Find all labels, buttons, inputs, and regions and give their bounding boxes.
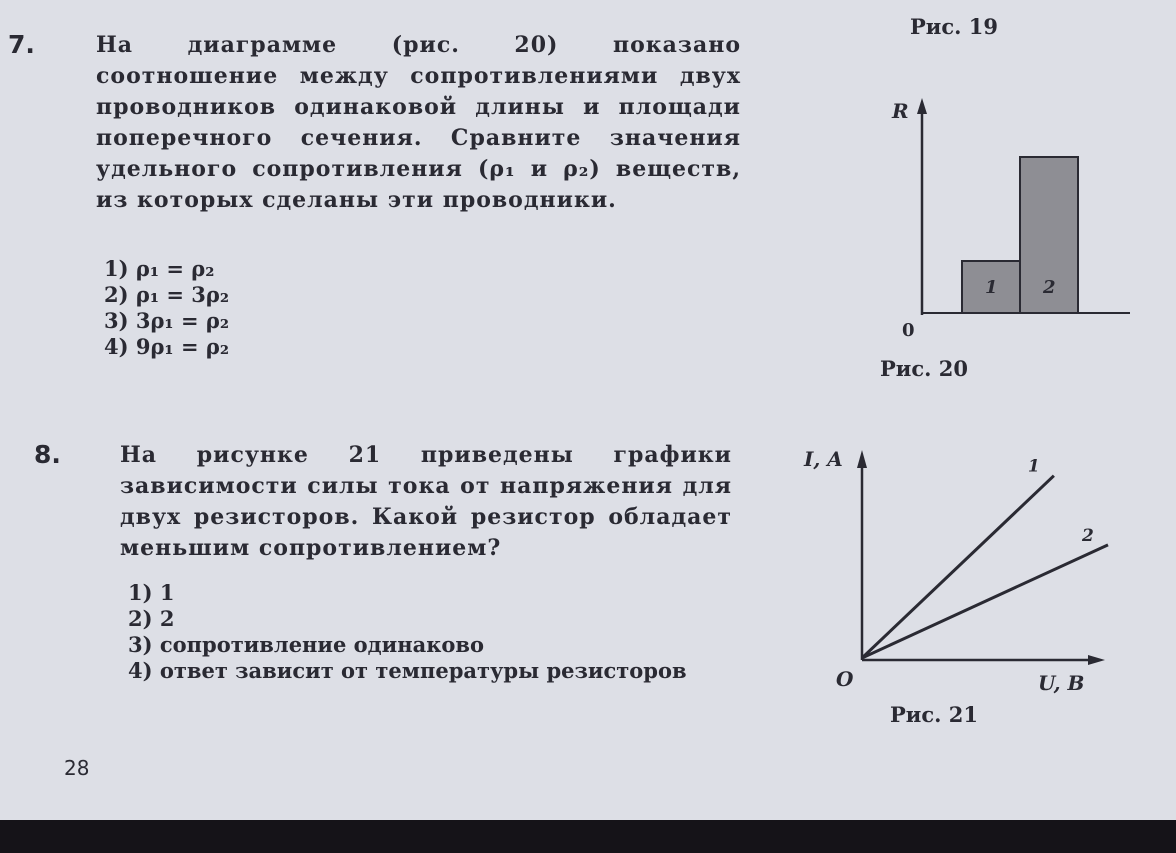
answer-option: 1) ρ₁ = ρ₂ <box>104 256 215 281</box>
figure-19-caption: Рис. 19 <box>910 14 998 39</box>
answer-option: 2) 2 <box>128 606 175 631</box>
bar-label-2: 2 <box>1043 277 1056 298</box>
x-axis-arrow-icon <box>1088 655 1105 665</box>
y-axis-label: R <box>892 99 909 123</box>
answer-option: 2) ρ₁ = 3ρ₂ <box>104 282 230 307</box>
answer-option: 3) сопротивление одинаково <box>128 632 485 657</box>
question-7-number: 7. <box>8 30 35 59</box>
line-1 <box>862 476 1054 658</box>
answer-option: 3) 3ρ₁ = ρ₂ <box>104 308 230 333</box>
origin-label: 0 <box>902 320 915 341</box>
screen-bezel <box>0 820 1176 853</box>
y-axis-arrow-icon <box>917 98 927 114</box>
answer-option: 4) 9ρ₁ = ρ₂ <box>104 334 230 359</box>
bars-group <box>962 157 1078 313</box>
question-8-number: 8. <box>34 440 61 469</box>
question-8-text: На рисунке 21 приведены графики зависимости силы тока от напряжения для двух резисторов. Какой резистор обладает меньшим сопротивлением? <box>120 442 732 561</box>
figure-21-line-chart <box>790 440 1120 700</box>
x-axis-label: U, B <box>1038 671 1085 695</box>
page-number: 28 <box>64 756 90 780</box>
origin-label: O <box>836 667 854 691</box>
figure-20-bar-chart <box>880 90 1140 350</box>
line-2 <box>862 545 1108 658</box>
answer-option: 4) ответ зависит от температуры резисторов <box>128 658 687 683</box>
answer-option: 1) 1 <box>128 580 175 605</box>
lines-group <box>862 457 1108 658</box>
y-axis-label: I, A <box>804 447 843 471</box>
y-axis-arrow-icon <box>857 450 867 468</box>
bar-label-1: 1 <box>985 277 998 298</box>
line-label-1: 1 <box>1027 456 1040 477</box>
figure-20-caption: Рис. 20 <box>880 356 968 381</box>
figure-21-caption: Рис. 21 <box>890 702 978 727</box>
question-7-answers <box>104 256 229 360</box>
question-8-answers <box>128 580 748 684</box>
question-7-text: На диаграмме (рис. 20) показано соотношение между сопротивлениями двух проводников одинаковой длины и площади поперечного сечения. Сравните значения удельного сопротивления (ρ₁ и ρ₂) веществ, из которых сделаны эти проводники. <box>96 32 741 213</box>
line-label-2: 2 <box>1082 525 1094 546</box>
